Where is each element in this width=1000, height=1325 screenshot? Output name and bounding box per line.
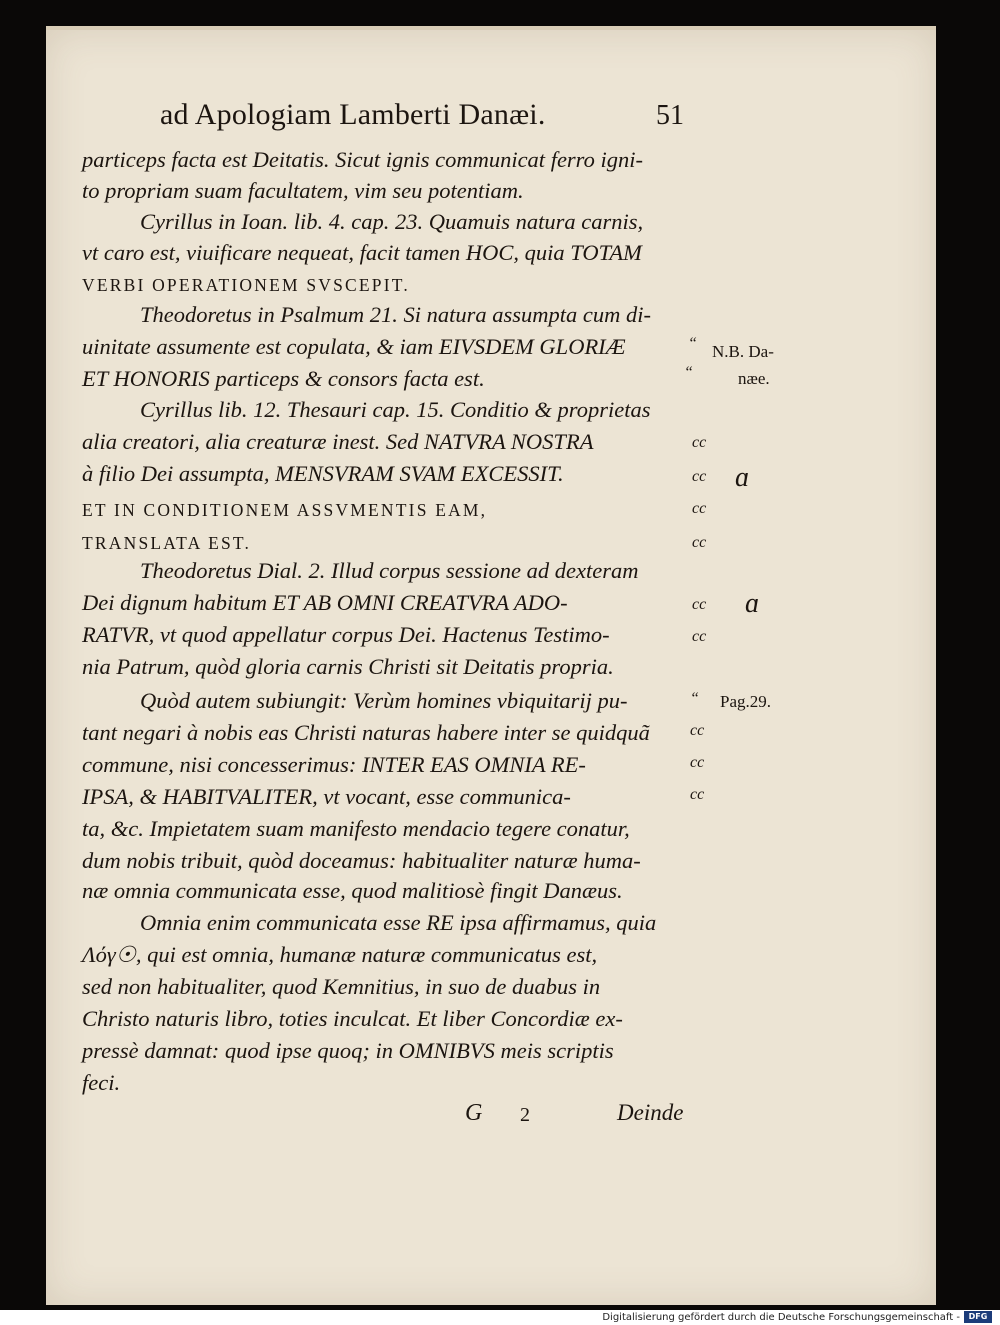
text-line: ET HONORIS particeps & consors facta est. (82, 366, 485, 391)
signature-letter: G (465, 1100, 483, 1126)
catchword: Deinde (617, 1100, 684, 1125)
margin-quote-mark: cc (692, 534, 707, 551)
text-line: Theodoretus Dial. 2. Illud corpus sessione ad dexteram (140, 558, 639, 583)
text-line: ta, &c. Impietatem suam manifesto mendacio tegere conatur, (82, 816, 630, 841)
text-line: TRANSLATA EST. (82, 533, 252, 553)
margin-quote-mark: cc (690, 722, 705, 739)
text-line: vt caro est, viuificare nequeat, facit tamen HOC, quia TOTAM (82, 240, 642, 265)
margin-hand-mark: ɑ (745, 588, 759, 619)
margin-quote-mark: cc (692, 596, 707, 613)
text-line: à filio Dei assumpta, MENSVRAM SVAM EXCESSIT. (82, 461, 564, 486)
text-line: commune, nisi concesserimus: INTER EAS OMNIA RE- (82, 752, 586, 777)
margin-quote-mark: cc (692, 628, 707, 645)
signature-number: 2 (520, 1104, 530, 1126)
text-line: Cyrillus in Ioan. lib. 4. cap. 23. Quamuis natura carnis, (140, 209, 644, 234)
text-line: næ omnia communicata esse, quod malitiosè fingit Danæus. (82, 878, 623, 903)
dfg-logo: DFG (964, 1311, 992, 1323)
text-line: Christo naturis libro, toties inculcat. Et liber Concordiæ ex- (82, 1006, 623, 1031)
margin-quote-mark: cc (692, 468, 707, 485)
text-line: feci. (82, 1070, 121, 1095)
margin-note-page-ref: Pag.29. (720, 692, 771, 711)
text-line: nia Patrum, quòd gloria carnis Christi sit Deitatis propria. (82, 654, 614, 679)
running-head: ad Apologiam Lamberti Danæi. (160, 98, 546, 131)
text-line: Λόγ☉, qui est omnia, humanæ naturæ communicatus est, (82, 942, 598, 967)
text-line: IPSA, & HABITVALITER, vt vocant, esse communica- (82, 784, 571, 809)
margin-hand-mark: ɑ (735, 462, 749, 493)
margin-quote-mark: cc (690, 786, 705, 803)
text-line: Dei dignum habitum ET AB OMNI CREATVRA ADO- (82, 590, 568, 615)
text-line: to propriam suam facultatem, vim seu potentiam. (82, 178, 524, 203)
text-line: Omnia enim communicata esse RE ipsa affirmamus, quia (140, 910, 657, 935)
margin-note-nb-cont: næe. (738, 369, 770, 388)
text-line: tant negari à nobis eas Christi naturas habere inter se quidquã (82, 720, 650, 745)
margin-note-nb: N.B. Da- (712, 342, 774, 361)
text-line: VERBI OPERATIONEM SVSCEPIT. (82, 275, 410, 295)
text-line: ET IN CONDITIONEM ASSVMENTIS EAM, (82, 500, 488, 520)
margin-quote-mark: cc (692, 434, 707, 451)
footer-credit: Digitalisierung gefördert durch die Deutsche Forschungsgemeinschaft - (602, 1312, 960, 1323)
text-line: Cyrillus lib. 12. Thesauri cap. 15. Conditio & proprietas (140, 397, 651, 422)
text-line: particeps facta est Deitatis. Sicut ignis communicat ferro igni- (82, 147, 643, 172)
margin-quote-mark: “ (688, 335, 697, 352)
margin-quote-mark: “ (684, 364, 693, 381)
margin-quote-mark: “ (690, 690, 699, 707)
text-line: dum nobis tribuit, quòd doceamus: habitualiter naturæ huma- (82, 848, 641, 873)
margin-quote-mark: cc (692, 500, 707, 517)
text-line: Theodoretus in Psalmum 21. Si natura assumpta cum di- (140, 302, 652, 327)
margin-quote-mark: cc (690, 754, 705, 771)
text-line: Quòd autem subiungit: Verùm homines vbiquitarij pu- (140, 688, 628, 713)
text-line: RATVR, vt quod appellatur corpus Dei. Hactenus Testimo- (82, 622, 610, 647)
page-number: 51 (656, 100, 684, 131)
text-line: alia creatori, alia creaturæ inest. Sed NATVRA NOSTRA (82, 429, 594, 454)
text-line: pressè damnat: quod ipse quoq; in OMNIBVS meis scriptis (82, 1038, 614, 1063)
text-line: sed non habitualiter, quod Kemnitius, in suo de duabus in (82, 974, 601, 999)
text-line: uinitate assumente est copulata, & iam EIVSDEM GLORIÆ (82, 334, 626, 359)
